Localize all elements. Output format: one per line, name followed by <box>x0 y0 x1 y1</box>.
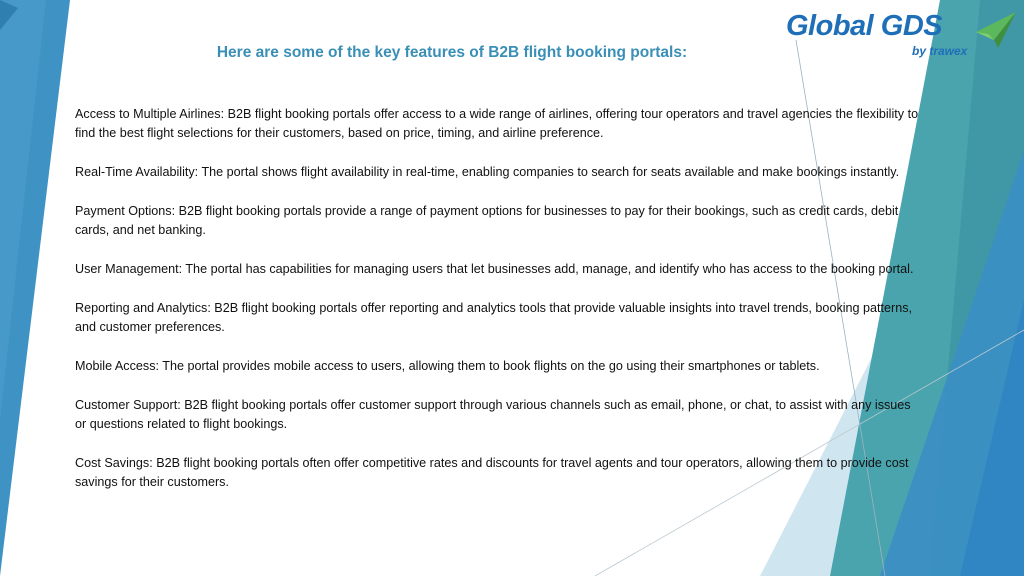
feature-paragraph-user-management: User Management: The portal has capabilities for managing users that let businesses add, manage, and identify who has access to the booking portal. <box>75 261 914 276</box>
slide-title: Here are some of the key features of B2B flight booking portals: <box>216 44 688 61</box>
logo-byline-text: by trawex <box>912 44 968 58</box>
feature-paragraph-cost-savings: Cost Savings: B2B flight booking portals often offer competitive rates and discounts for travel agents and tour operators, allowing them to provide cost savings for their customers. <box>75 455 909 490</box>
feature-paragraph-payment: Payment Options: B2B flight booking portals provide a range of payment options for businesses to pay for their bookings, such as credit cards, debit cards, and net banking. <box>75 203 899 238</box>
feature-paragraph-reporting: Reporting and Analytics: B2B flight booking portals offer reporting and analytics tools that provide valuable insights into travel trends, booking patterns, and customer preferences. <box>75 300 913 335</box>
feature-paragraph-airlines: Access to Multiple Airlines: B2B flight booking portals offer access to a wide range of airlines, offering tour operators and travel agencies the flexibility to find the best flight selections for their customers, based on price, timing, and airline preference. <box>75 107 919 141</box>
feature-paragraph-mobile: Mobile Access: The portal provides mobile access to users, allowing them to book flights on the go using their smartphones or tablets. <box>75 358 820 373</box>
logo-brand-text: Global GDS <box>786 10 943 42</box>
feature-paragraph-availability: Real-Time Availability: The portal shows flight availability in real-time, enabling companies to search for seats available and make bookings instantly. <box>75 165 900 180</box>
paper-plane-icon <box>974 10 1018 50</box>
feature-list <box>75 105 925 512</box>
feature-paragraph-support: Customer Support: B2B flight booking portals offer customer support through various channels such as email, phone, or chat, to assist with any issues or questions related to flight bookings. <box>75 397 911 431</box>
